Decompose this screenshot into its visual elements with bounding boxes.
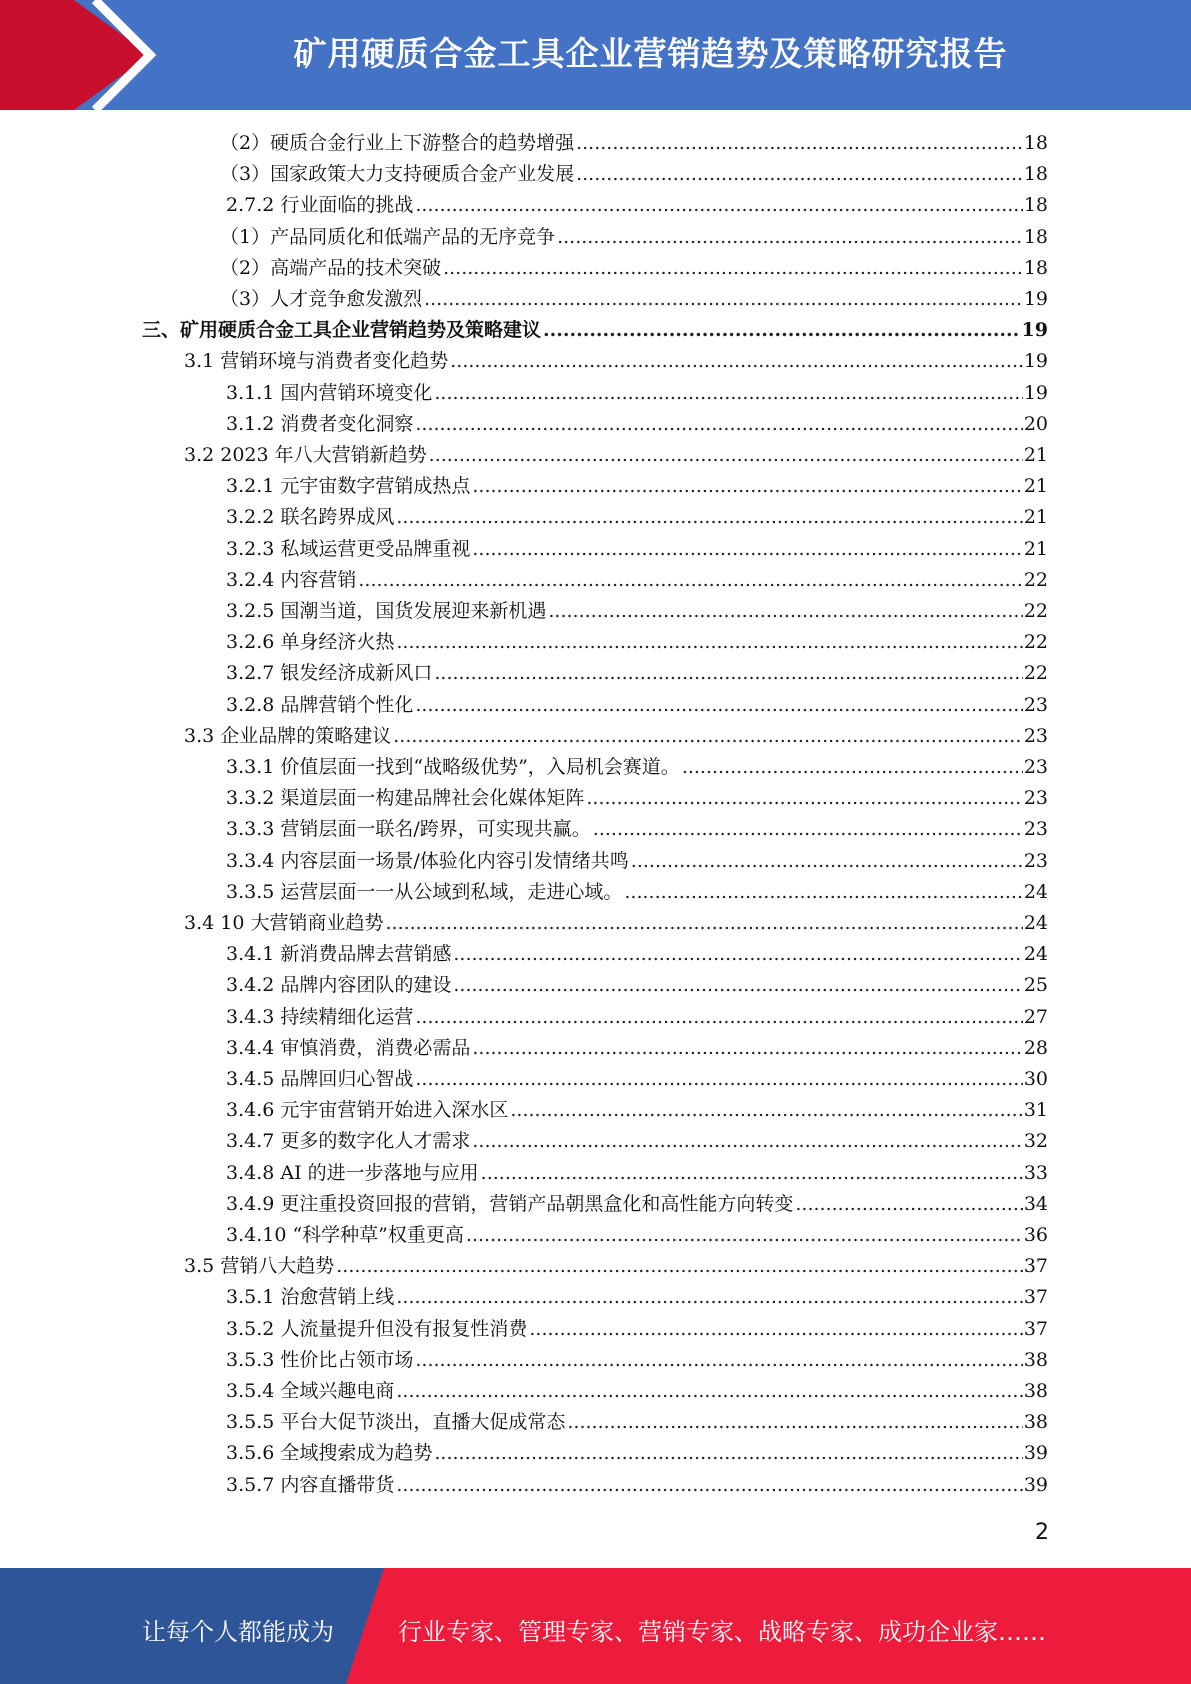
toc-entry[interactable] <box>226 1158 1048 1189</box>
toc-entry-title: 3.4.8 AI 的进一步落地与应用 <box>226 1161 479 1184</box>
toc-entry-title: 3.2.6 单身经济火热 <box>226 631 395 654</box>
toc-entry-page: 18 <box>1023 132 1048 154</box>
toc-entry[interactable] <box>226 1095 1048 1126</box>
toc-entry-title: 3.2.2 联名跨界成风 <box>226 506 395 529</box>
toc-dot-leader <box>434 1442 1022 1464</box>
toc-entry[interactable] <box>226 752 1048 783</box>
toc-entry-title: 3.3.5 运营层面一一从公域到私域，走进心域。 <box>226 880 623 903</box>
footer-banner <box>0 1568 1191 1684</box>
toc-dot-leader <box>450 350 1023 372</box>
toc-entry-page: 34 <box>1023 1192 1048 1215</box>
toc-entry-title: 3.4.7 更多的数字化人才需求 <box>226 1130 471 1153</box>
toc-entry-title: 3.4.10 “科学种草”权重更高 <box>226 1224 464 1246</box>
toc-entry-page: 36 <box>1023 1224 1048 1246</box>
footer-roles: 行业专家、管理专家、营销专家、战略专家、成功企业家…… <box>398 1618 1046 1646</box>
toc-entry-title: 3.4.5 品牌回归心智战 <box>226 1068 414 1090</box>
toc-entry-title: 3.4.6 元宇宙营销开始进入深水区 <box>226 1099 509 1122</box>
toc-entry[interactable] <box>226 1314 1048 1345</box>
toc-entry[interactable] <box>226 877 1048 908</box>
toc-entry[interactable] <box>184 1251 1048 1282</box>
toc-entry[interactable] <box>226 658 1048 689</box>
toc-entry[interactable] <box>226 939 1048 970</box>
toc-dot-leader <box>424 288 1023 310</box>
toc-entry[interactable] <box>220 128 1048 159</box>
toc-entry-page: 21 <box>1023 475 1048 498</box>
toc-entry-title: 3.4.2 品牌内容团队的建设 <box>226 974 452 997</box>
toc-dot-leader <box>453 943 1022 965</box>
toc-entry-page: 27 <box>1023 1005 1048 1028</box>
toc-dot-leader <box>443 257 1023 279</box>
toc-dot-leader <box>453 974 1022 996</box>
toc-entry-page: 18 <box>1023 225 1048 248</box>
toc-entry[interactable] <box>226 534 1048 565</box>
toc-entry-page: 23 <box>1023 693 1048 716</box>
toc-entry-title: （2）硬质合金行业上下游整合的趋势增强 <box>220 132 575 154</box>
toc-entry-title: 2.7.2 行业面临的挑战 <box>226 194 414 217</box>
toc-entry-page: 38 <box>1023 1380 1048 1402</box>
toc-entry-title: 3.4 10 大营销商业趋势 <box>184 912 384 934</box>
toc-entry-page: 22 <box>1023 631 1048 654</box>
toc-entry-page: 18 <box>1023 194 1048 217</box>
toc-entry-page: 30 <box>1023 1068 1048 1090</box>
toc-entry-page: 38 <box>1023 1411 1048 1434</box>
toc-entry-title: 3.2 2023 年八大营销新趋势 <box>184 444 427 466</box>
toc-dot-leader <box>795 1193 1022 1215</box>
toc-dot-leader <box>548 600 1022 622</box>
toc-entry-title: （1）产品同质化和低端产品的无序竞争 <box>220 225 556 248</box>
toc-entry-title: 3.2.5 国潮当道，国货发展迎来新机遇 <box>226 600 547 622</box>
toc-entry-page: 21 <box>1023 506 1048 529</box>
toc-entry-page: 31 <box>1023 1099 1048 1122</box>
toc-entry-page: 19 <box>1021 319 1048 342</box>
toc-entry[interactable] <box>226 565 1048 596</box>
toc-entry-page: 24 <box>1023 912 1048 934</box>
toc-entry-page: 33 <box>1023 1161 1048 1184</box>
toc-entry-title: 3.3 企业品牌的策略建议 <box>184 724 392 747</box>
toc-entry-page: 39 <box>1023 1473 1048 1496</box>
toc-entry-title: 3.5.1 治愈营销上线 <box>226 1286 395 1309</box>
toc-dot-leader <box>682 756 1023 778</box>
toc-entry-title: 3.5.7 内容直播带货 <box>226 1473 395 1496</box>
toc-dot-leader <box>576 163 1023 185</box>
toc-entry-page: 22 <box>1023 568 1048 591</box>
toc-entry[interactable] <box>226 783 1048 814</box>
toc-dot-leader <box>393 725 1023 747</box>
toc-dot-leader <box>396 1380 1022 1402</box>
toc-entry-title: （2）高端产品的技术突破 <box>220 256 442 279</box>
toc-entry-title: 3.1.2 消费者变化洞察 <box>226 412 414 435</box>
toc-dot-leader <box>415 1006 1022 1028</box>
report-title: 矿用硬质合金工具企业营销趋势及策略研究报告 <box>293 34 1008 73</box>
toc-entry-title: 3.5.3 性价比占领市场 <box>226 1348 414 1371</box>
toc-entry[interactable] <box>226 1189 1048 1220</box>
toc-entry-page: 23 <box>1023 818 1048 841</box>
toc-dot-leader <box>624 881 1022 903</box>
toc-dot-leader <box>415 1349 1022 1371</box>
toc-entry-title: 3.2.4 内容营销 <box>226 568 357 591</box>
toc-entry-page: 32 <box>1023 1130 1048 1153</box>
toc-dot-leader <box>472 538 1022 560</box>
toc-entry[interactable] <box>184 346 1048 377</box>
toc-dot-leader <box>576 132 1023 154</box>
toc-entry[interactable] <box>220 284 1048 315</box>
toc-dot-leader <box>466 1224 1023 1246</box>
toc-dot-leader <box>593 818 1023 840</box>
toc-dot-leader <box>415 413 1022 435</box>
toc-entry-page: 20 <box>1023 412 1048 435</box>
toc-entry-title: 3.3.3 营销层面一联名/跨界，可实现共赢。 <box>226 818 591 841</box>
toc-dot-leader <box>385 912 1022 934</box>
toc-dot-leader <box>481 1162 1023 1184</box>
toc-entry-title: （3）人才竞争愈发激烈 <box>220 288 423 310</box>
toc-entry[interactable] <box>226 846 1048 877</box>
toc-entry[interactable] <box>226 409 1048 440</box>
toc-entry[interactable] <box>220 222 1048 253</box>
toc-dot-leader <box>396 1286 1022 1308</box>
toc-entry[interactable] <box>226 1407 1048 1438</box>
toc-entry-title: 3.1 营销环境与消费者变化趋势 <box>184 350 449 373</box>
toc-entry-title: 3.5.6 全域搜索成为趋势 <box>226 1442 433 1465</box>
toc-entry-page: 23 <box>1023 787 1048 810</box>
toc-dot-leader <box>396 506 1022 528</box>
toc-entry-title: （3）国家政策大力支持硬质合金产业发展 <box>220 163 575 186</box>
toc-entry-page: 19 <box>1023 381 1048 404</box>
toc-entry-page: 37 <box>1023 1255 1048 1278</box>
toc-dot-leader <box>434 382 1022 404</box>
toc-entry-page: 18 <box>1023 163 1048 186</box>
toc-entry[interactable] <box>226 1282 1048 1313</box>
toc-entry-title: 3.5.4 全域兴趣电商 <box>226 1380 395 1402</box>
toc-dot-leader <box>529 1318 1022 1340</box>
toc-entry[interactable] <box>226 596 1048 627</box>
toc-entry-page: 22 <box>1023 662 1048 685</box>
toc-entry[interactable] <box>226 378 1048 409</box>
toc-entry-title: 3.4.4 审慎消费，消费必需品 <box>226 1036 471 1059</box>
toc-entry-page: 18 <box>1023 256 1048 279</box>
toc-entry-title: 3.4.3 持续精细化运营 <box>226 1005 414 1028</box>
toc-entry-title: 3.4.1 新消费品牌去营销感 <box>226 943 452 966</box>
toc-entry-title: 三、矿用硬质合金工具企业营销趋势及策略建议 <box>142 319 542 342</box>
toc-entry-page: 21 <box>1023 444 1048 466</box>
toc-entry-page: 22 <box>1023 600 1048 622</box>
toc-dot-leader <box>396 631 1022 653</box>
toc-entry-title: 3.3.1 价值层面一找到“战略级优势”，入局机会赛道。 <box>226 756 680 778</box>
toc-dot-leader <box>415 1068 1022 1090</box>
toc-dot-leader <box>631 850 1023 872</box>
toc-dot-leader <box>557 226 1023 248</box>
toc-dot-leader <box>567 1411 1022 1433</box>
toc-entry-page: 28 <box>1023 1036 1048 1059</box>
toc-entry[interactable] <box>184 721 1048 752</box>
toc-entry[interactable] <box>226 1220 1048 1251</box>
toc-entry-page: 37 <box>1023 1317 1048 1340</box>
toc-entry-title: 3.2.3 私域运营更受品牌重视 <box>226 537 471 560</box>
toc-dot-leader <box>415 194 1022 216</box>
toc-entry[interactable] <box>226 190 1048 221</box>
toc-dot-leader <box>429 444 1023 466</box>
toc-entry[interactable] <box>226 970 1048 1001</box>
toc-dot-leader <box>472 1037 1022 1059</box>
header-banner <box>0 0 1191 110</box>
toc-entry-page: 23 <box>1023 849 1048 872</box>
toc-entry[interactable] <box>226 690 1048 721</box>
toc-entry-title: 3.1.1 国内营销环境变化 <box>226 381 433 404</box>
toc-entry[interactable] <box>226 1064 1048 1095</box>
toc-entry[interactable] <box>226 1126 1048 1157</box>
toc-dot-leader <box>543 319 1021 341</box>
toc-entry[interactable] <box>142 315 1048 346</box>
toc-entry-page: 24 <box>1023 943 1048 966</box>
toc-entry-page: 37 <box>1023 1286 1048 1309</box>
toc-entry[interactable] <box>226 471 1048 502</box>
toc-entry-page: 39 <box>1023 1442 1048 1465</box>
toc-entry[interactable] <box>226 1470 1048 1501</box>
toc-dot-leader <box>415 694 1022 716</box>
toc-dot-leader <box>434 662 1022 684</box>
toc-entry-title: 3.3.4 内容层面一场景/体验化内容引发情绪共鸣 <box>226 849 629 872</box>
toc-entry-page: 25 <box>1023 974 1048 997</box>
toc-entry-title: 3.5.2 人流量提升但没有报复性消费 <box>226 1317 528 1340</box>
toc-entry[interactable] <box>226 1345 1048 1376</box>
page-number: 2 <box>1035 1520 1049 1545</box>
toc-entry[interactable] <box>184 440 1048 471</box>
toc-entry-title: 3.4.9 更注重投资回报的营销，营销产品朝黑盒化和高性能方向转变 <box>226 1192 794 1215</box>
toc-entry-page: 23 <box>1023 756 1048 778</box>
toc-entry-title: 3.2.7 银发经济成新风口 <box>226 662 433 685</box>
toc-entry[interactable] <box>226 1033 1048 1064</box>
toc-entry-title: 3.5 营销八大趋势 <box>184 1255 335 1278</box>
toc-entry[interactable] <box>226 1438 1048 1469</box>
toc-entry-page: 23 <box>1023 724 1048 747</box>
toc-entry-title: 3.5.5 平台大促节淡出，直播大促成常态 <box>226 1411 566 1434</box>
toc-dot-leader <box>586 787 1022 809</box>
toc-entry[interactable] <box>226 627 1048 658</box>
toc-dot-leader <box>358 569 1022 591</box>
toc-entry[interactable] <box>226 814 1048 845</box>
toc-entry[interactable] <box>184 908 1048 939</box>
toc-entry-page: 19 <box>1023 350 1048 373</box>
footer-slogan: 让每个人都能成为 <box>142 1618 334 1646</box>
toc-entry[interactable] <box>226 502 1048 533</box>
toc-entry-page: 21 <box>1023 537 1048 560</box>
toc-entry[interactable] <box>226 1002 1048 1033</box>
toc-entry[interactable] <box>226 1376 1048 1407</box>
toc-dot-leader <box>336 1255 1023 1277</box>
toc-dot-leader <box>472 475 1022 497</box>
toc-entry[interactable] <box>220 253 1048 284</box>
toc-entry-title: 3.3.2 渠道层面一构建品牌社会化媒体矩阵 <box>226 787 585 810</box>
toc-dot-leader <box>510 1099 1022 1121</box>
toc-dot-leader <box>396 1474 1022 1496</box>
toc-entry-page: 38 <box>1023 1348 1048 1371</box>
toc-entry-title: 3.2.1 元宇宙数字营销成热点 <box>226 475 471 498</box>
toc-entry[interactable] <box>220 159 1048 190</box>
toc-entry-page: 19 <box>1023 288 1048 310</box>
toc-dot-leader <box>472 1130 1022 1152</box>
toc-entry-page: 24 <box>1023 880 1048 903</box>
toc-entry-title: 3.2.8 品牌营销个性化 <box>226 693 414 716</box>
